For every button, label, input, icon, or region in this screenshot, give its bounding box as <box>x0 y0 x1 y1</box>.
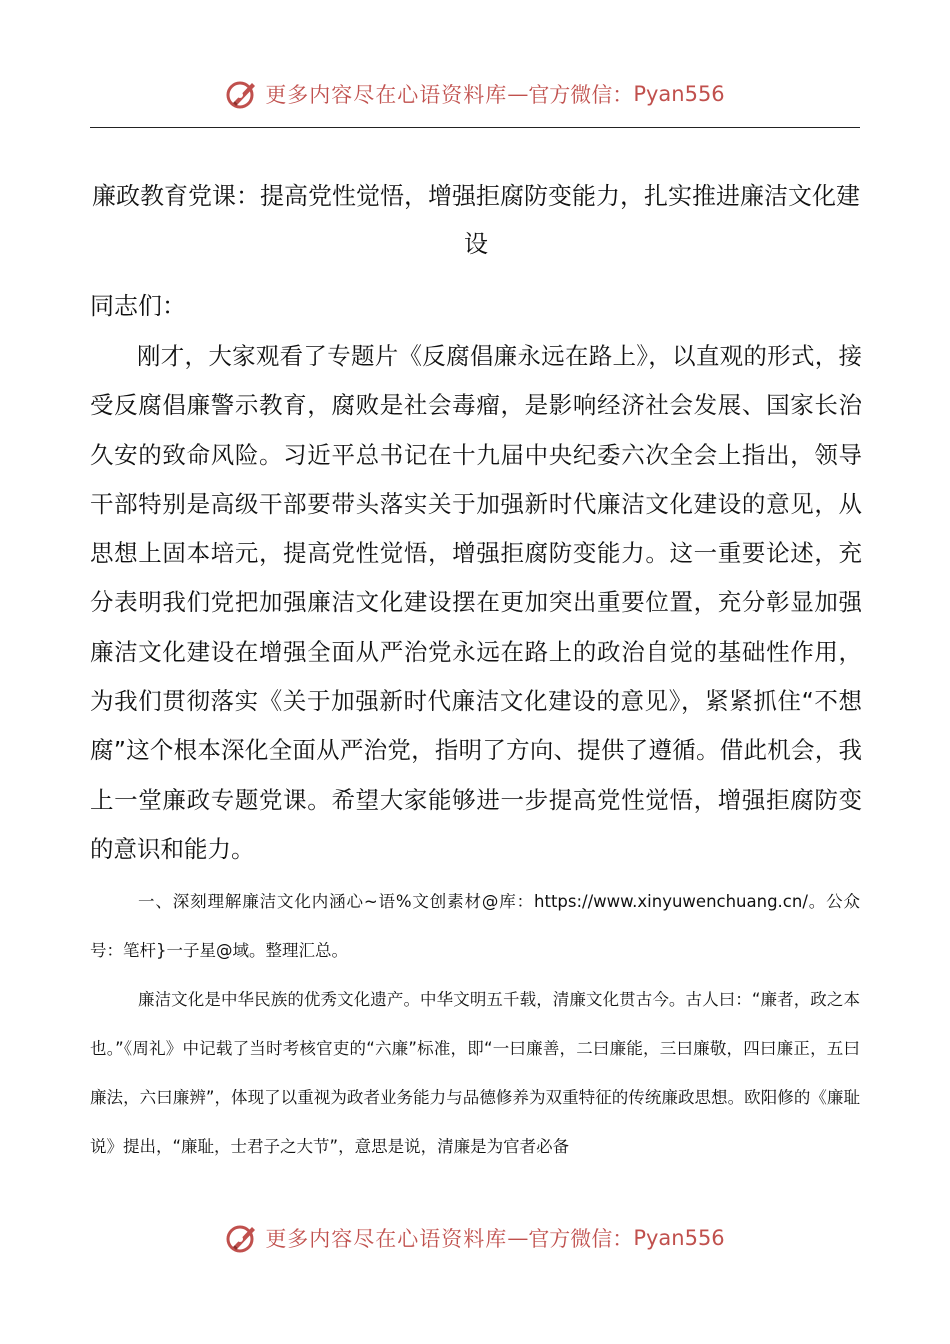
pen-logo-icon <box>225 77 259 111</box>
header-banner <box>0 74 950 114</box>
document-title: 廉政教育党课：提高党性觉悟，增强拒腐防变能力，扎实推进廉洁文化建设 <box>92 182 860 258</box>
banner-dash: — <box>507 82 529 106</box>
banner-wechat-id: Pyan556 <box>633 1226 725 1250</box>
banner-brand-text: 更多内容尽在心语资料库 <box>265 83 508 107</box>
banner-brand-text: 更多内容尽在心语资料库 <box>265 1227 508 1251</box>
pen-logo-icon <box>225 1221 259 1255</box>
banner-dash: — <box>507 1226 529 1250</box>
intro-paragraph: 刚才，大家观看了专题片《反腐倡廉永远在路上》，以直观的形式，接受反腐倡廉警示教育，腐败是社会毒瘤，是影响经济社会发展、国家长治久安的致命风险。习近平总书记在十九届中央纪委六次全会上指出，领导干部特别是高级干部要带头落实关于加强新时代廉洁文化建设的意见，从思想上固本培元，提高党性觉悟，增强拒腐防变能力。这一重要论述，充分表明我们党把加强廉洁文化建设摆在更加突出重要位置，充分彰显加强廉洁文化建设在增强全面从严治党永远在路上的政治自觉的基础性作用，为我们贯彻落实《关于加强新时代廉洁文化建设的意见》，紧紧抓住“不想腐”这个根本深化全面从严治党，指明了方向、提供了遵循。借此机会，我上一堂廉政专题党课。希望大家能够进一步提高党性觉悟，增强拒腐防变的意识和能力。 <box>90 342 862 863</box>
history-paragraph: 廉洁文化是中华民族的优秀文化遗产。中华文明五千载，清廉文化贯古今。古人曰：“廉者，政之本也。”《周礼》中记载了当时考核官吏的“六廉”标准，即“一曰廉善，二曰廉能，三曰廉敬，四曰廉正，五曰廉法，六曰廉辨”，体现了以重视为政者业务能力与品德修养为双重特征的传统廉政思想。欧阳修的《廉耻说》提出，“廉耻，士君子之大节”，意思是说，清廉是为官者必备 <box>90 990 860 1156</box>
banner-wechat-label: 官方微信： <box>528 83 634 107</box>
banner-wechat-id: Pyan556 <box>633 82 725 106</box>
salutation: 同志们： <box>90 292 186 320</box>
banner-wechat-label: 官方微信： <box>528 1227 634 1251</box>
section-heading-paragraph: 一、深刻理解廉洁文化内涵心~语%文创素材@库：https://www.xinyuwenchuang.cn/。公众号：笔杆}一子星@域。整理汇总。 <box>90 892 860 960</box>
header-divider <box>90 127 860 128</box>
footer-banner <box>0 1218 950 1258</box>
